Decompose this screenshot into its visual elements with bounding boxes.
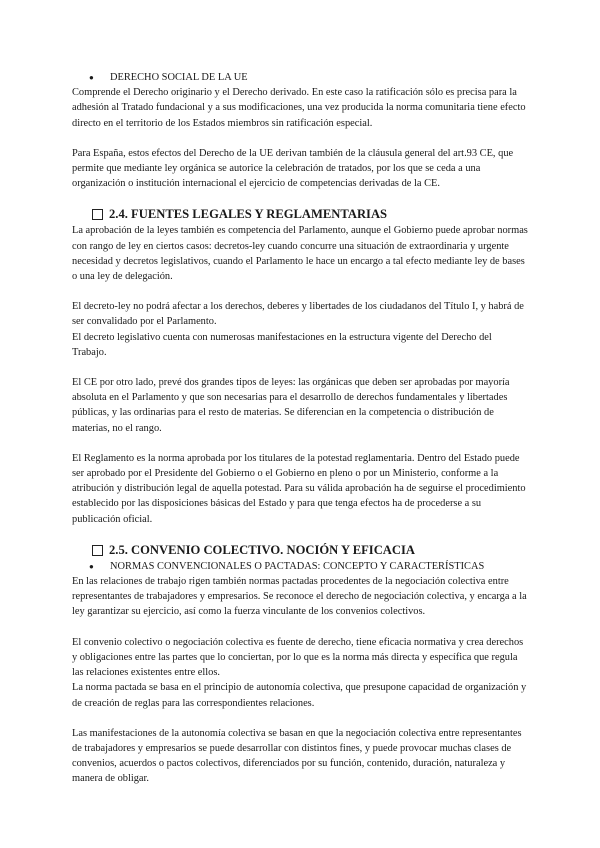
bullet-item (72, 70, 528, 85)
section-heading-text: 2.5. CONVENIO COLECTIVO. NOCIÓN Y EFICACIA (109, 542, 415, 557)
paragraph: El CE por otro lado, prevé dos grandes tipos de leyes: las orgánicas que deben ser aprobadas por mayoría absoluta en el Parlamento y que son necesarias para el desarrollo de derechos fundamentales y libertades públicas, y las ordinarias para el resto de materias. Se diferencian en la competencia o distribución de materias, no el rango. (72, 377, 510, 434)
paragraph: Comprende el Derecho originario y el Derecho derivado. En este caso la ratificación sólo es precisa para la adhesión al Tratado fundacional y a sus modificaciones, una vez producida la norma comunitaria tiene efecto directo en el territorio de los Estados miembros sin ratificación especial. (72, 87, 526, 129)
section-heading (72, 542, 528, 559)
paragraph: Las manifestaciones de la autonomía colectiva se basan en que la negociación colectiva entre representantes de trabajadores y empresarios se puede desarrollar con distintos fines, y puede provocar muchas clases de convenios, acuerdos o pactos colectivos, diferenciados por su función, contenido, duración, naturaleza y manera de obligar. (72, 727, 522, 785)
paragraph: La norma pactada se basa en el principio de autonomía colectiva, que presupone capacidad de organización y de creación de reglas para las correspondientes relaciones. (72, 682, 527, 709)
paragraph: El Reglamento es la norma aprobada por los titulares de la potestad reglamentaria. Dentro del Estado puede ser aprobado por el Presidente del Gobierno o el Gobierno en pleno o por un Ministerio, conforme a la atribución y distribución legal de aquella potestad. Para su válida aprobación ha de seguirse el procedimiento establecido por las disposiciones básicas del Estado y para que tenga efectos ha de procederse a su publicación oficial. (72, 452, 526, 525)
bullet-icon: ● (89, 561, 94, 571)
paragraph-gap (72, 191, 528, 206)
paragraph-gap (72, 131, 528, 146)
paragraph: Para España, estos efectos del Derecho de la UE derivan también de la cláusula general del art.93 CE, que permite que mediante ley orgánica se autorice la celebración de tratados, por los que se ceda a una organización o institución internacional el ejercicio de competencias derivadas de la CE. (72, 147, 514, 190)
bullet-text: NORMAS CONVENCIONALES O PACTADAS: CONCEPTO Y CARACTERÍSTICAS (110, 560, 485, 572)
paragraph-gap (72, 360, 528, 375)
paragraph-gap (72, 527, 528, 542)
paragraph-gap (72, 436, 528, 451)
bullet-icon: ● (89, 73, 94, 82)
document-page (72, 70, 528, 787)
bullet-item (72, 559, 528, 574)
paragraph: El convenio colectivo o negociación colectiva es fuente de derecho, tiene eficacia normativa y crea derechos y obligaciones entre las partes que lo conciertan, por lo que es la norma más directa y específica que regula las relaciones existentes entre ellos. (72, 636, 524, 679)
paragraph: En las relaciones de trabajo rigen también normas pactadas procedentes de la negociación colectiva entre representantes de trabajadores y empresarios. Se reconoce el derecho de negociación colectiva, y encarga a la ley garantizar su ejercicio, así como la fuerza vinculante de los convenios colectivos. (72, 576, 527, 618)
section-heading (72, 206, 528, 223)
paragraph: La aprobación de la leyes también es competencia del Parlamento, aunque el Gobierno puede aprobar normas con rango de ley en ciertos casos: decretos-ley cuando concurre una situación de extraordinaria y urgente necesidad y decretos legislativos, cuando el Parlamento le hace un encargo a tal efecto mediante ley de bases o una ley de delegación. (72, 225, 528, 283)
paragraph-gap (72, 284, 528, 299)
paragraph-gap (72, 711, 528, 726)
paragraph-gap (72, 620, 528, 635)
checkbox-icon (92, 545, 103, 556)
section-heading-text: 2.4. FUENTES LEGALES Y REGLAMENTARIAS (109, 207, 388, 222)
paragraph: El decreto-ley no podrá afectar a los derechos, deberes y libertades de los ciudadanos del Título I, y habrá de ser convalidado por el Parlamento. (72, 301, 524, 328)
paragraph: El decreto legislativo cuenta con numerosas manifestaciones en la estructura vigente del Derecho del Trabajo. (72, 331, 492, 358)
checkbox-icon (92, 209, 103, 220)
bullet-text: DERECHO SOCIAL DE LA UE (110, 72, 248, 83)
